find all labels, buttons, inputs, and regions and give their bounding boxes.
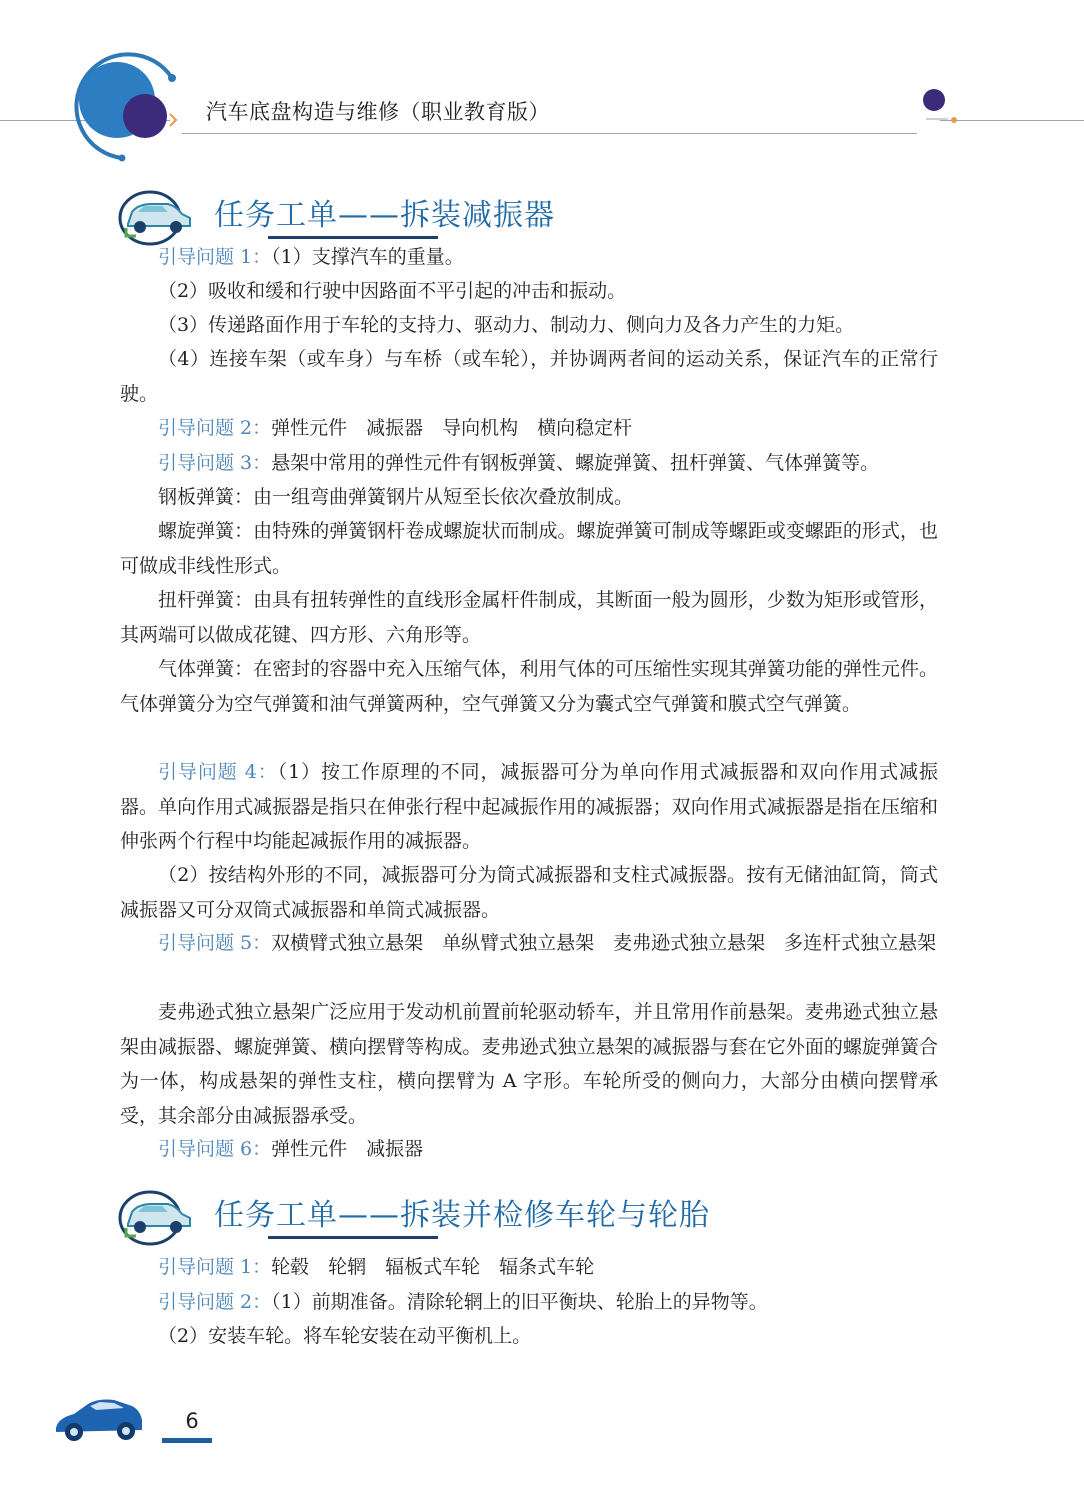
- section-underline: [268, 236, 438, 239]
- header-rule-right: [940, 120, 1084, 121]
- car-section-icon: [112, 184, 198, 246]
- paragraph: [120, 1132, 938, 1167]
- paragraph-text: 双横臂式独立悬架 单纵臂式独立悬架 麦弗逊式独立悬架 多连杆式独立悬架: [271, 932, 937, 954]
- paragraph-text: 螺旋弹簧：由特殊的弹簧钢杆卷成螺旋状而制成。螺旋弹簧可制成等螺距或变螺距的形式，也可做成非线性形式。: [120, 520, 938, 577]
- paragraph-text: 弹性元件 减振器: [271, 1138, 424, 1160]
- section-title: 任务工单——拆装并检修车轮与轮胎: [214, 1198, 710, 1233]
- paragraph: [120, 274, 938, 309]
- paragraph-text: 钢板弹簧：由一组弯曲弹簧钢片从短至长依次叠放制成。: [158, 486, 634, 508]
- guide-question-label: 引导问题 2：: [158, 417, 272, 439]
- guide-question-label: 引导问题 5：: [158, 932, 272, 954]
- paragraph-text: 麦弗逊式独立悬架广泛应用于发动机前置前轮驱动轿车，并且常用作前悬架。麦弗逊式独立悬架由减振器、螺旋弹簧、横向摆臂等构成。麦弗逊式独立悬架的减振器与套在它外面的螺旋弹簧合为一体，构成悬架的弹性支柱，横向摆臂为 A 字形。车轮所受的侧向力，大部分由横向摆臂承受，其余部分由减振器承受。: [120, 1001, 938, 1127]
- page-number-bar: [162, 1438, 212, 1443]
- paragraph: [120, 342, 938, 411]
- paragraph-text: （4）连接车架（或车身）与车桥（或车轮），并协调两者间的运动关系，保证汽车的正常行驶。: [120, 348, 938, 405]
- paragraph-text: 悬架中常用的弹性元件有钢板弹簧、螺旋弹簧、扭杆弹簧、气体弹簧等。: [271, 452, 880, 474]
- guide-question-label: 引导问题 1：: [158, 246, 272, 268]
- guide-question-label: 引导问题 6：: [158, 1138, 272, 1160]
- section-title: 任务工单——拆装减振器: [214, 198, 555, 233]
- paragraph: [120, 240, 938, 275]
- paragraph-text: （2）安装车轮。将车轮安装在动平衡机上。: [158, 1325, 532, 1347]
- paragraph-text: （2）吸收和缓和行驶中因路面不平引起的冲击和振动。: [158, 280, 627, 302]
- paragraph: [120, 858, 938, 927]
- paragraph-text: （2）按结构外形的不同，减振器可分为筒式减振器和支柱式减振器。按有无储油缸筒，筒式减振器又可分双筒式减振器和单筒式减振器。: [120, 864, 938, 921]
- paragraph: [120, 514, 938, 583]
- car-footer-icon: [52, 1394, 144, 1446]
- paragraph: [120, 308, 938, 343]
- paragraph-text: 弹性元件 减振器 导向机构 横向稳定杆: [271, 417, 633, 439]
- paragraph: [120, 583, 938, 652]
- guide-question-label: 引导问题 2：: [158, 1291, 272, 1313]
- paragraph: [120, 755, 938, 859]
- paragraph: [120, 1285, 938, 1320]
- page-number: 6: [185, 1409, 199, 1433]
- book-title: 汽车底盘构造与维修（职业教育版）: [206, 100, 550, 124]
- guide-question-label: 引导问题 4：: [158, 761, 278, 783]
- book-logo-icon: [62, 48, 192, 168]
- paragraph-text: 轮毂 轮辋 辐板式车轮 辐条式车轮: [271, 1256, 595, 1278]
- paragraph-text: （1）前期准备。清除轮辋上的旧平衡块、轮胎上的异物等。: [271, 1291, 768, 1313]
- paragraph-text: （3）传递路面作用于车轮的支持力、驱动力、制动力、侧向力及各力产生的力矩。: [158, 314, 855, 336]
- paragraph-text: 扭杆弹簧：由具有扭转弹性的直线形金属杆件制成，其断面一般为圆形，少数为矩形或管形，其两端可以做成花键、四方形、六角形等。: [120, 589, 938, 646]
- header-rule: [182, 133, 917, 134]
- paragraph: [120, 480, 938, 515]
- paragraph-text: （1）支撑汽车的重量。: [271, 246, 464, 268]
- paragraph: [120, 1250, 938, 1285]
- paragraph-text: （1）按工作原理的不同，减振器可分为单向作用式减振器和双向作用式减振器。单向作用式减振器是指只在伸张行程中起减振作用的减振器；双向作用式减振器是指在压缩和伸张两个行程中均能起减振作用的减振器。: [120, 761, 938, 852]
- guide-question-label: 引导问题 1：: [158, 1256, 272, 1278]
- guide-question-label: 引导问题 3：: [158, 452, 272, 474]
- paragraph: [120, 995, 938, 1133]
- paragraph-text: 气体弹簧：在密封的容器中充入压缩气体，利用气体的可压缩性实现其弹簧功能的弹性元件。气体弹簧分为空气弹簧和油气弹簧两种，空气弹簧又分为囊式空气弹簧和膜式空气弹簧。: [120, 658, 938, 715]
- paragraph: [120, 652, 938, 721]
- paragraph: [120, 446, 938, 481]
- section-heading: [112, 1184, 1012, 1254]
- paragraph: [120, 1319, 938, 1354]
- car-section-icon: [112, 1184, 198, 1246]
- section-underline: [268, 1236, 438, 1239]
- paragraph: [120, 926, 938, 961]
- header-dot-icon: [918, 86, 958, 136]
- paragraph: [120, 411, 938, 446]
